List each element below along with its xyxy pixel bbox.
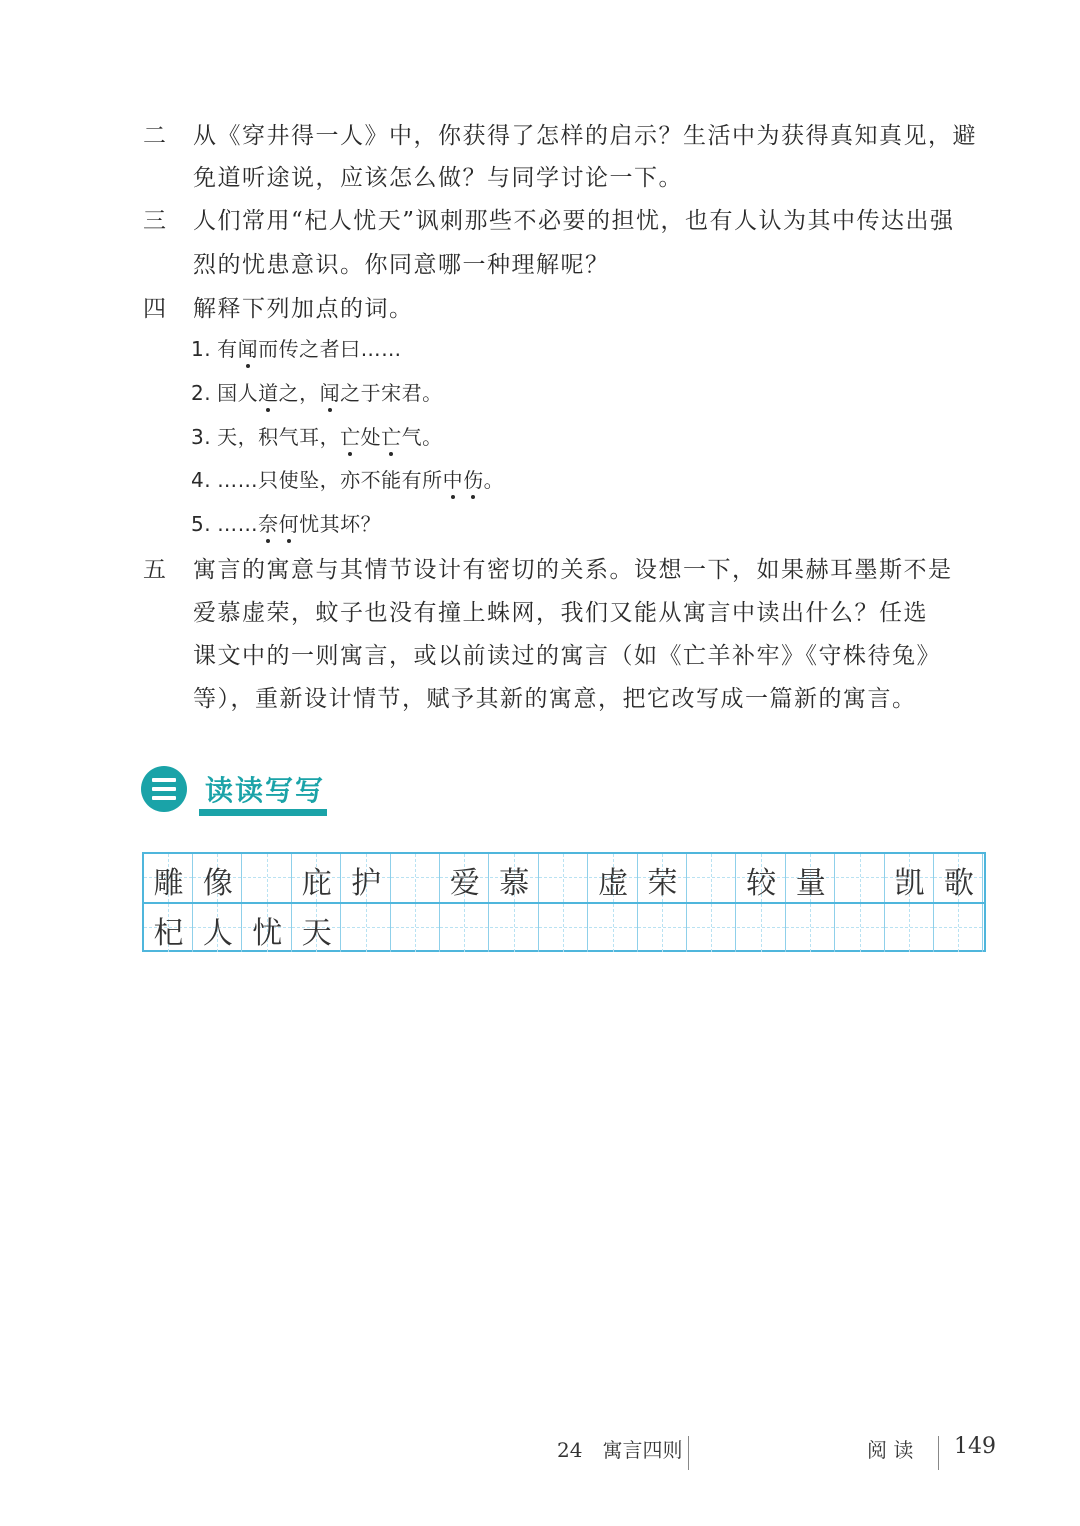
grid-cell xyxy=(243,854,292,902)
grid-character: 杞 xyxy=(153,916,184,951)
sub-item-text: 气。 xyxy=(401,425,443,449)
sub-item-text: 有 xyxy=(217,337,238,361)
grid-character: 像 xyxy=(202,866,233,901)
sub-item-number: 3. xyxy=(191,425,212,449)
grid-cell xyxy=(144,904,193,952)
section-three-icon xyxy=(141,766,187,812)
sub-item-text: 天，积气耳， xyxy=(217,425,341,449)
grid-cell xyxy=(391,854,440,902)
grid-cell xyxy=(786,854,835,902)
grid-character: 庇 xyxy=(301,866,332,901)
grid-cell xyxy=(638,904,687,952)
dotted-word: 道 xyxy=(258,377,279,406)
grid-cell xyxy=(193,854,242,902)
sub-item-3 xyxy=(191,421,443,450)
sub-item-4 xyxy=(191,464,504,493)
grid-cell xyxy=(885,854,934,902)
question-text-line: 从《穿井得一人》中，你获得了怎样的启示？生活中为获得真知真见，避 xyxy=(193,123,977,149)
footer-unit: 阅 读 xyxy=(867,1438,914,1462)
grid-cell xyxy=(539,904,588,952)
grid-character: 护 xyxy=(351,866,382,901)
grid-cell xyxy=(589,854,638,902)
sub-item-5 xyxy=(191,508,381,537)
grid-character: 雕 xyxy=(153,866,184,901)
grid-cell xyxy=(391,904,440,952)
grid-cell xyxy=(490,904,539,952)
grid-cell xyxy=(737,904,786,952)
grid-cell xyxy=(836,854,885,902)
question-3 xyxy=(143,202,993,282)
question-text-line: 爱慕虚荣，蚊子也没有撞上蛛网，我们又能从寓言中读出什么？任选 xyxy=(193,600,928,626)
question-4 xyxy=(143,290,993,324)
question-2 xyxy=(143,117,993,197)
sub-item-2 xyxy=(191,377,443,406)
question-number: 三 xyxy=(143,208,168,234)
sub-item-text: 。 xyxy=(483,468,505,492)
footer-divider xyxy=(938,1436,939,1470)
question-number: 四 xyxy=(143,296,168,322)
question-number: 二 xyxy=(143,123,168,149)
grid-cell xyxy=(193,904,242,952)
grid-character: 荣 xyxy=(647,866,678,901)
grid-cell xyxy=(934,904,983,952)
sub-item-text: …… xyxy=(217,512,259,536)
question-text-line: 寓言的寓意与其情节设计有密切的关系。设想一下，如果赫耳墨斯不是 xyxy=(193,557,953,583)
sub-item-number: 4. xyxy=(191,468,212,492)
grid-character: 人 xyxy=(202,916,233,951)
grid-row-1 xyxy=(144,854,984,904)
dotted-word: 奈 xyxy=(258,508,279,537)
grid-character: 爱 xyxy=(449,866,480,901)
grid-cell xyxy=(292,904,341,952)
page-number: 149 xyxy=(954,1434,996,1459)
question-text-line: 解释下列加点的词。 xyxy=(193,296,414,322)
grid-character: 歌 xyxy=(943,866,974,901)
sub-item-text: ……只使坠，亦不能有所 xyxy=(217,468,443,492)
grid-cell xyxy=(440,854,489,902)
question-5 xyxy=(143,551,993,721)
sub-item-1 xyxy=(191,333,402,362)
footer-divider xyxy=(688,1436,689,1470)
grid-character: 量 xyxy=(795,866,826,901)
grid-character: 虚 xyxy=(598,866,629,901)
grid-cell xyxy=(836,904,885,952)
sub-item-text: 忧其坏？ xyxy=(299,512,382,536)
grid-cell xyxy=(292,854,341,902)
grid-cell xyxy=(144,854,193,902)
grid-character: 较 xyxy=(746,866,777,901)
section-title: 读读写写 xyxy=(205,774,326,807)
grid-cell xyxy=(687,904,736,952)
question-text-line: 免道听途说，应该怎么做？与同学讨论一下。 xyxy=(193,165,683,191)
section-title-underline xyxy=(199,809,327,816)
question-text-line: 人们常用“杞人忧天”讽刺那些不必要的担忧，也有人认为其中传达出强 xyxy=(193,208,955,234)
writing-grid xyxy=(142,852,986,952)
sub-item-text: 处 xyxy=(360,425,382,449)
grid-cell xyxy=(885,904,934,952)
question-number: 五 xyxy=(143,557,168,583)
dotted-word: 亡 xyxy=(340,421,361,450)
grid-cell xyxy=(539,854,588,902)
sub-item-number: 1. xyxy=(191,337,212,361)
sub-item-text: 而传之者曰…… xyxy=(258,337,402,361)
sub-item-text: 国人 xyxy=(217,381,259,405)
sub-item-text: 之于宋君。 xyxy=(340,381,443,405)
grid-cell xyxy=(440,904,489,952)
sub-item-text: 之， xyxy=(278,381,320,405)
grid-character: 凯 xyxy=(894,866,925,901)
grid-cell xyxy=(342,904,391,952)
grid-character: 慕 xyxy=(499,866,530,901)
grid-character: 忧 xyxy=(252,916,283,951)
grid-row-2 xyxy=(144,904,984,952)
grid-character: 天 xyxy=(301,916,332,951)
grid-cell xyxy=(638,854,687,902)
grid-cell xyxy=(243,904,292,952)
grid-cell xyxy=(490,854,539,902)
grid-cell xyxy=(737,854,786,902)
dotted-word: 伤 xyxy=(463,464,484,493)
grid-cell xyxy=(687,854,736,902)
footer-lesson: 24 寓言四则 xyxy=(557,1438,683,1462)
question-text-line: 烈的忧患意识。你同意哪一种理解呢？ xyxy=(193,252,610,278)
grid-cell xyxy=(786,904,835,952)
grid-cell xyxy=(589,904,638,952)
dotted-word: 闻 xyxy=(238,333,259,362)
question-text-line: 等），重新设计情节，赋予其新的寓意，把它改写成一篇新的寓言。 xyxy=(193,686,917,712)
grid-cell xyxy=(342,854,391,902)
question-text-line: 课文中的一则寓言，或以前读过的寓言（如《亡羊补牢》《守株待兔》 xyxy=(193,643,941,669)
sub-item-number: 5. xyxy=(191,512,212,536)
dotted-word: 中 xyxy=(443,464,464,493)
dotted-word: 闻 xyxy=(320,377,341,406)
grid-cell xyxy=(934,854,983,902)
dotted-word: 何 xyxy=(279,508,300,537)
dotted-word: 亡 xyxy=(381,421,402,450)
sub-item-number: 2. xyxy=(191,381,212,405)
